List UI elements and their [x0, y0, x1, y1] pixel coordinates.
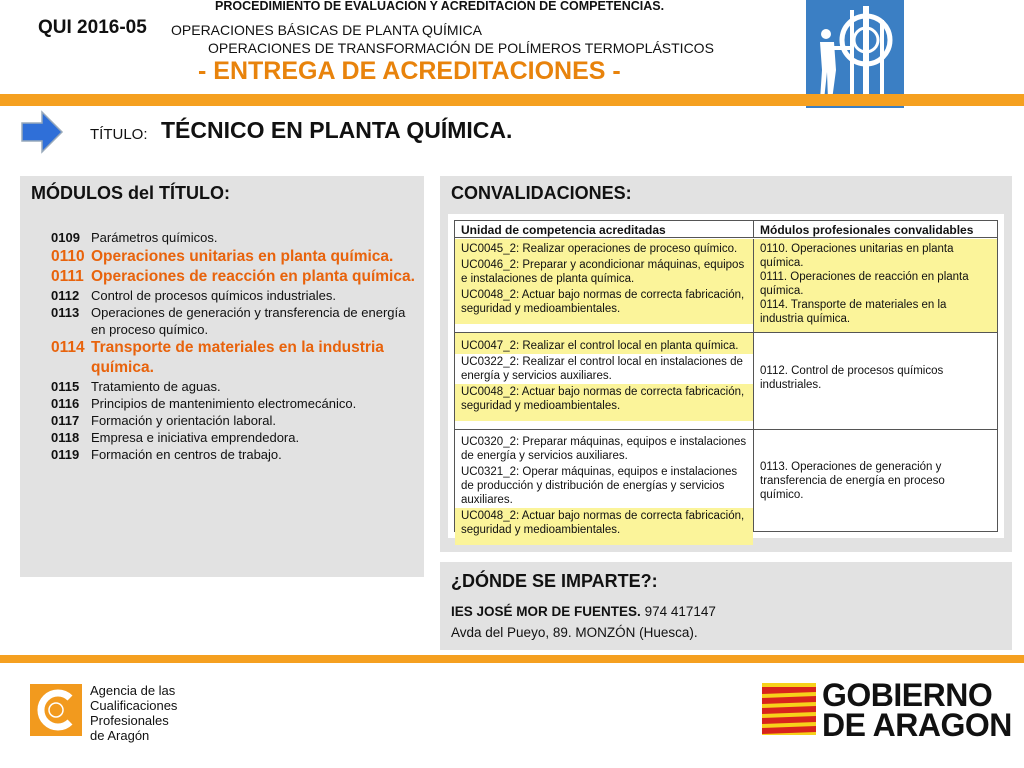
list-item: 0112 Control de procesos químicos industriales.	[51, 288, 336, 303]
competency-unit: UC0048_2: Actuar bajo normas de correcta fabricación, seguridad y medioambientales.	[455, 287, 753, 324]
competency-unit: UC0048_2: Actuar bajo normas de correcta fabricación, seguridad y medioambientales.	[455, 384, 753, 421]
modules-panel	[20, 176, 424, 577]
plant-worker-logo	[806, 0, 904, 108]
competency-unit: UC0321_2: Operar máquinas, equipos e instalaciones de producción y distribución de energías y servicios auxiliares.	[461, 466, 738, 506]
list-item: 0119 Formación en centros de trabajo.	[51, 447, 282, 462]
list-item: 0113 Operaciones de generación y transferencia de energía en proceso químico.	[51, 305, 406, 337]
government-name: GOBIERNO DE ARAGON	[822, 677, 1012, 743]
procedure-title: PROCEDIMIENTO DE EVALUACIÓN Y ACREDITACIÓN DE COMPETENCIAS.	[215, 0, 665, 13]
competency-unit: UC0320_2: Preparar máquinas, equipos e instalaciones de energía y servicios auxiliares.	[461, 436, 747, 462]
list-item: 0114 Transporte de materiales en la industria química.	[51, 339, 384, 376]
table-row	[455, 333, 997, 430]
convalidation-table-frame	[448, 214, 1004, 538]
competency-unit: UC0047_2: Realizar el control local en planta química.	[455, 333, 753, 354]
delivery-heading: - ENTREGA DE ACREDITACIONES -	[198, 57, 621, 85]
table-cell-units	[455, 333, 754, 429]
list-item: 0109 Parámetros químicos.	[51, 230, 218, 245]
table-cell-units	[455, 430, 754, 536]
competency-unit: UC0322_2: Realizar el control local en instalaciones de energía y servicios auxiliares.	[461, 356, 743, 382]
convalidable-modules: 0110. Operaciones unitarias en planta química. 0111. Operaciones de reacción en planta química. 0114. Transporte de materiales en la industria química.	[760, 243, 969, 325]
convalidable-modules: 0112. Control de procesos químicos industriales.	[760, 365, 944, 391]
table-cell-modules	[754, 430, 997, 532]
convalidation-table	[454, 220, 998, 536]
table-header-modules: Módulos profesionales convalidables	[754, 221, 997, 238]
where-heading: ¿DÓNDE SE IMPARTE?:	[451, 571, 658, 591]
table-row	[455, 239, 997, 333]
competency-unit: UC0048_2: Actuar bajo normas de correcta fabricación, seguridad y medioambientales.	[455, 508, 753, 545]
school-name: IES JOSÉ MOR DE FUENTES.	[451, 604, 641, 619]
agency-name: Agencia de las Cualificaciones Profesionales de Aragón	[90, 683, 178, 743]
school-address: Avda del Pueyo, 89. MONZÓN (Huesca).	[451, 625, 698, 640]
arrow-right-icon	[20, 110, 64, 154]
title-label: TÍTULO:	[90, 126, 148, 143]
competency-unit: UC0045_2: Realizar operaciones de proceso químico.	[455, 239, 753, 257]
table-cell-modules	[754, 333, 997, 429]
qualification-code: QUI 2016-05	[38, 17, 147, 38]
table-cell-modules	[754, 239, 997, 332]
header-divider	[0, 94, 1024, 106]
list-item: 0117 Formación y orientación laboral.	[51, 413, 276, 428]
list-item: 0110 Operaciones unitarias en planta química.	[51, 248, 394, 265]
program-line-2: OPERACIONES DE TRANSFORMACIÓN DE POLÍMEROS TERMOPLÁSTICOS	[208, 40, 714, 56]
list-item: 0115 Tratamiento de aguas.	[51, 379, 221, 394]
list-item: 0111 Operaciones de reacción en planta química.	[51, 268, 415, 285]
aragon-flag-icon	[762, 683, 816, 735]
convalidable-modules: 0113. Operaciones de generación y transferencia de energía en proceso químico.	[760, 461, 945, 501]
footer-divider	[0, 655, 1024, 663]
table-row	[455, 430, 997, 536]
convalidations-heading: CONVALIDACIONES:	[451, 183, 632, 203]
table-cell-units	[455, 239, 754, 332]
table-header-units: Unidad de competencia acreditadas	[455, 221, 754, 238]
modules-list	[51, 229, 421, 463]
modules-heading: MÓDULOS del TÍTULO:	[31, 183, 230, 203]
competency-unit: UC0046_2: Preparar y acondicionar máquinas, equipos e instalaciones de planta química.	[455, 257, 753, 287]
list-item: 0116 Principios de mantenimiento electromecánico.	[51, 396, 357, 411]
program-line-1: OPERACIONES BÁSICAS DE PLANTA QUÍMICA	[171, 22, 482, 38]
school-info	[451, 604, 716, 619]
list-item: 0118 Empresa e iniciativa emprendedora.	[51, 430, 300, 445]
agency-logo-icon	[30, 684, 82, 736]
title-value: TÉCNICO EN PLANTA QUÍMICA.	[161, 117, 513, 143]
school-phone: 974 417147	[644, 604, 716, 619]
